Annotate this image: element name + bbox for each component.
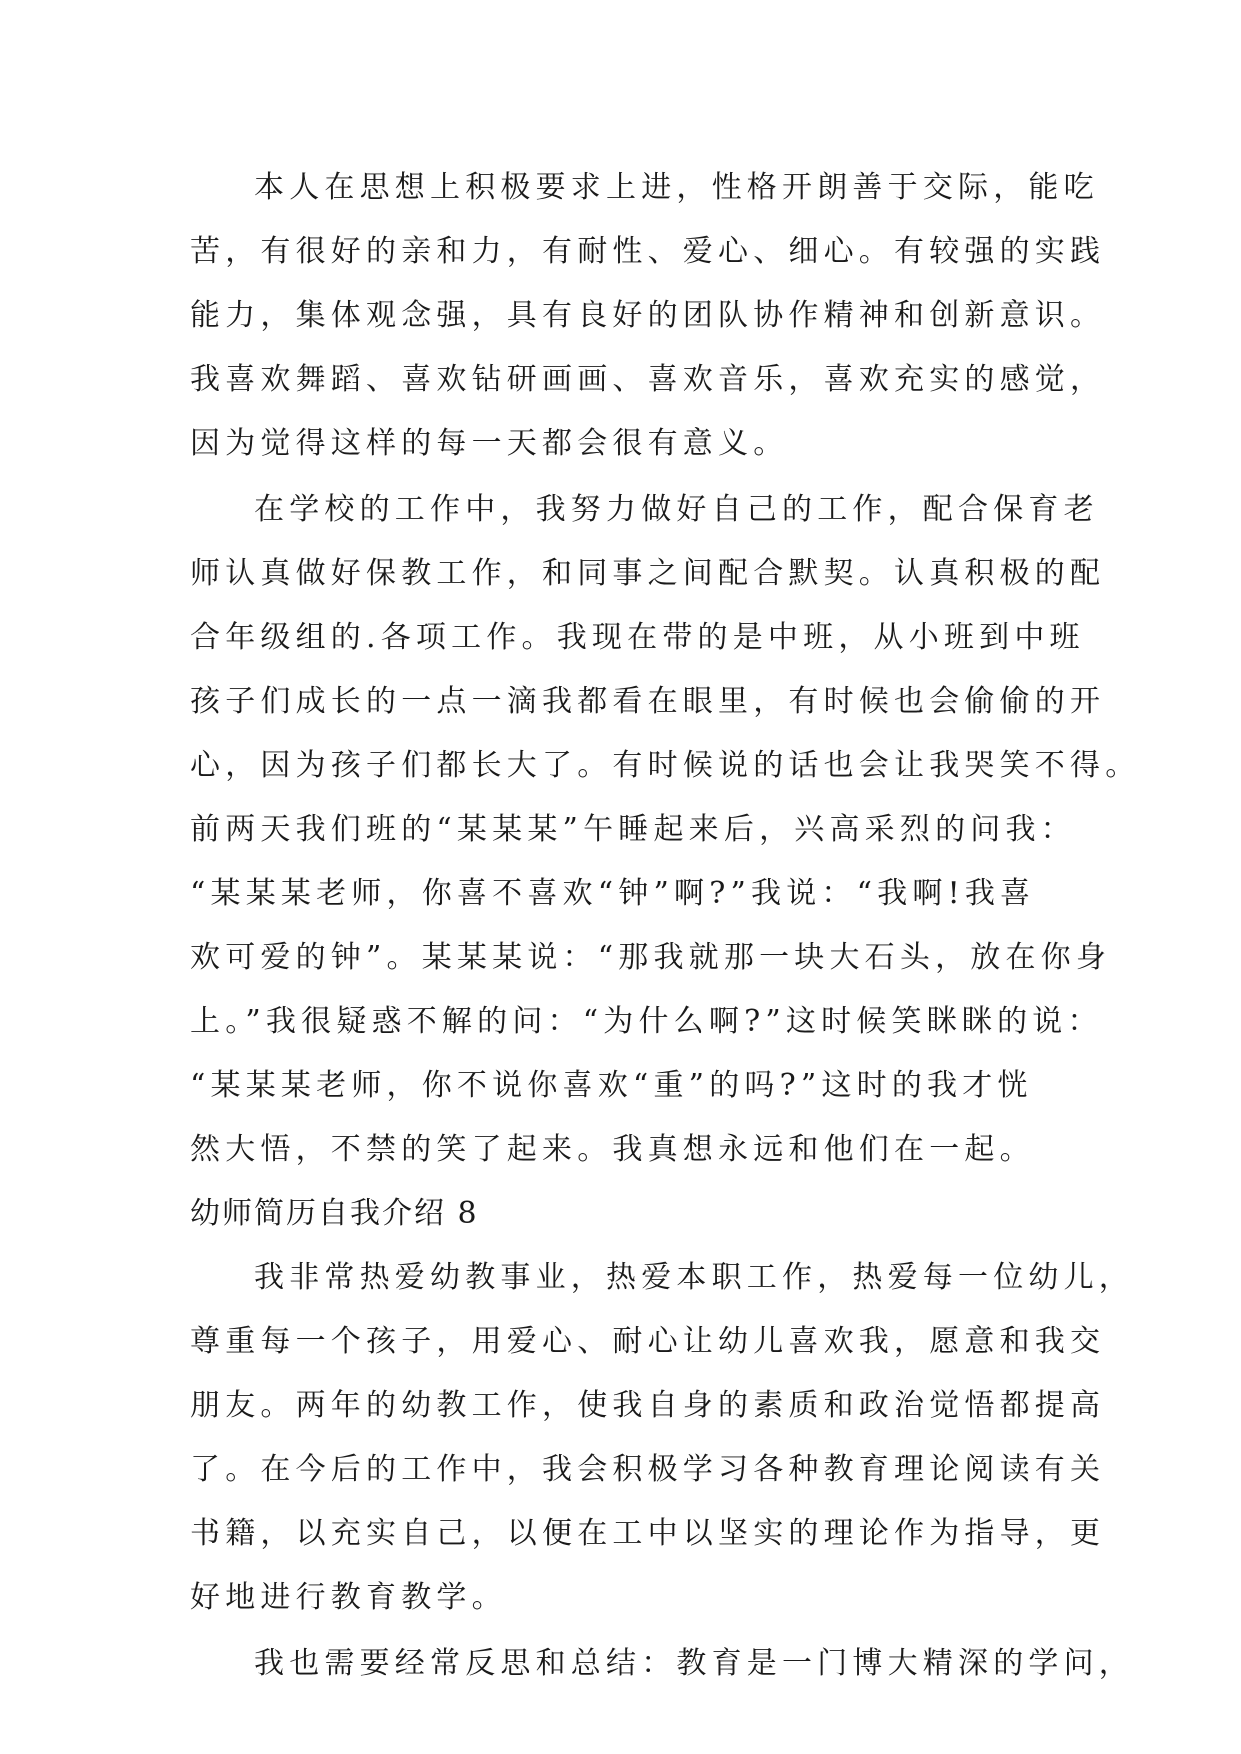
paragraph-1-line-1: 本人在思想上积极要求上进，性格开朗善于交际，能吃 xyxy=(254,170,1099,205)
paragraph-1-line-2: 苦，有很好的亲和力，有耐性、爱心、细心。有较强的实践 xyxy=(190,234,1106,269)
paragraph-3-line-3: 朋友。两年的幼教工作，使我自身的素质和政治觉悟都提高 xyxy=(190,1388,1106,1423)
paragraph-1-line-3: 能力，集体观念强，具有良好的团队协作精神和创新意识。 xyxy=(190,298,1106,333)
paragraph-2-line-6: 前两天我们班的“某某某”午睡起来后，兴高采烈的问我： xyxy=(190,812,1076,847)
paragraph-2-line-11: 然大悟，不禁的笑了起来。我真想永远和他们在一起。 xyxy=(190,1132,1035,1167)
paragraph-3-line-6: 好地进行教育教学。 xyxy=(190,1580,507,1615)
paragraph-2-line-10: “某某某老师，你不说你喜欢“重”的吗?”这时的我才恍 xyxy=(190,1068,1033,1103)
paragraph-2-line-5: 心，因为孩子们都长大了。有时候说的话也会让我哭笑不得。 xyxy=(190,748,1141,783)
paragraph-3-line-1: 我非常热爱幼教事业，热爱本职工作，热爱每一位幼儿， xyxy=(254,1260,1134,1295)
paragraph-1-line-5: 因为觉得这样的每一天都会很有意义。 xyxy=(190,426,789,461)
paragraph-2-line-2: 师认真做好保教工作，和同事之间配合默契。认真积极的配 xyxy=(190,556,1106,591)
paragraph-4-line-1: 我也需要经常反思和总结：教育是一门博大精深的学问， xyxy=(254,1646,1134,1681)
paragraph-3-line-2: 尊重每一个孩子，用爱心、耐心让幼儿喜欢我，愿意和我交 xyxy=(190,1324,1106,1359)
paragraph-3-line-4: 了。在今后的工作中，我会积极学习各种教育理论阅读有关 xyxy=(190,1452,1106,1487)
paragraph-2-line-4: 孩子们成长的一点一滴我都看在眼里，有时候也会偷偷的开 xyxy=(190,684,1106,719)
paragraph-2-line-8: 欢可爱的钟”。某某某说：“那我就那一块大石头，放在你身 xyxy=(190,940,1112,975)
paragraph-2-line-3: 合年级组的.各项工作。我现在带的是中班，从小班到中班 xyxy=(190,620,1085,655)
paragraph-3-line-5: 书籍，以充实自己，以便在工中以坚实的理论作为指导，更 xyxy=(190,1516,1106,1551)
section-heading: 幼师简历自我介绍 8 xyxy=(190,1196,479,1231)
paragraph-1-line-4: 我喜欢舞蹈、喜欢钻研画画、喜欢音乐，喜欢充实的感觉， xyxy=(190,362,1106,397)
paragraph-2-line-7: “某某某老师，你喜不喜欢“钟”啊?”我说：“我啊!我喜 xyxy=(190,876,1036,911)
paragraph-2-line-9: 上。”我很疑惑不解的问：“为什么啊?”这时候笑眯眯的说： xyxy=(190,1004,1103,1039)
paragraph-2-line-1: 在学校的工作中，我努力做好自己的工作，配合保育老 xyxy=(254,492,1099,527)
